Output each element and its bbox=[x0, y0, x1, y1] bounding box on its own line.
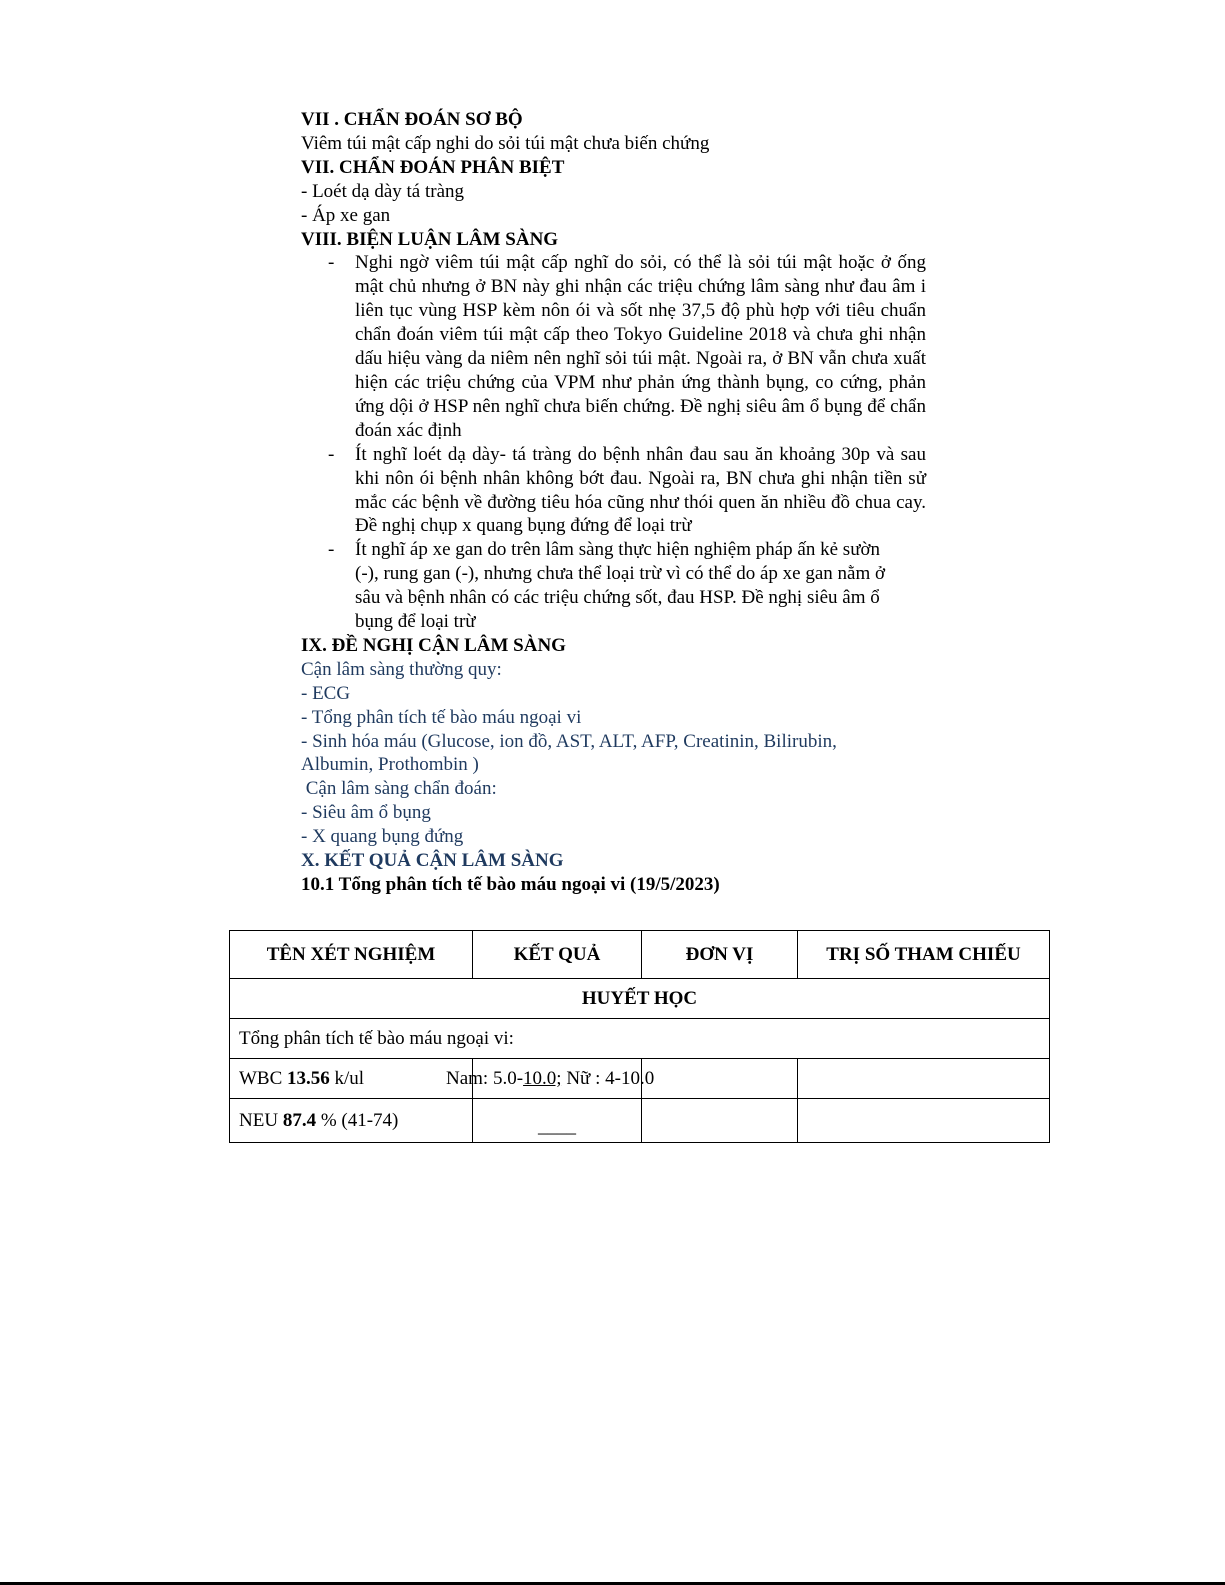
heading-preliminary-diagnosis: VII . CHẨN ĐOÁN SƠ BỘ bbox=[301, 109, 523, 130]
heading-clinical-reasoning: VIII. BIỆN LUẬN LÂM SÀNG bbox=[301, 228, 559, 250]
table-group-row bbox=[230, 979, 1050, 1019]
neu-value: 87.4 bbox=[282, 1109, 317, 1131]
reasoning-item: - Ít nghĩ áp xe gan do trên lâm sàng thực hiện nghiệm pháp ấn kẻ sườn (-), rung gan (-), nhưng chưa thể loại trừ vì có thể do áp xe gan nằm ở sâu và bệnh nhân có các triệu chứng sốt, đau HSP. Đề nghị siêu âm ổ bụng để loại trừ bbox=[328, 539, 886, 633]
routine-test-item: - Sinh hóa máu (Glucose, ion đồ, AST, ALT, AFP, Creatinin, Bilirubin, Albumin, Prothombin ) bbox=[301, 730, 837, 776]
wbc-cell: WBC 13.56 k/ul Nam: 5.0-10.0; Nữ : 4-10.0 bbox=[230, 1059, 473, 1099]
reasoning-item: - Nghi ngờ viêm túi mật cấp nghĩ do sỏi, có thể là sỏi túi mật hoặc ở ống mật chủ nhưng ở BN này ghi nhận các triệu chứng lâm sàng như đau âm i liên tục vùng HSP kèm nôn ói và sốt nhẹ 37,5 độ phù hợp với tiêu chuẩn chẩn đoán viêm túi mật cấp theo Tokyo Guideline 2018 và chưa ghi nhận dấu hiệu vàng da niêm nên nghĩ sỏi túi mật. Ngoài ra, ở BN vẫn chưa xuất hiện các triệu chứng của VPM như phản ứng thành bụng, co cứng, phản ứng dội ở HSP nên nghĩ chưa biến chứng. Đề nghị siêu âm ổ bụng để chẩn đoán xác định bbox=[328, 252, 926, 441]
table-subheading-row bbox=[230, 1019, 1050, 1059]
wbc-ref-cell bbox=[798, 1059, 1050, 1099]
lab-results-table bbox=[229, 930, 1050, 1143]
wbc-unit-cell bbox=[642, 1059, 798, 1099]
clinical-reasoning-list bbox=[301, 251, 926, 634]
table-header-row bbox=[230, 931, 1050, 979]
col-unit: ĐƠN VỊ bbox=[642, 931, 798, 979]
neu-ref-cell bbox=[798, 1099, 1050, 1143]
col-test-name: TÊN XÉT NGHIỆM bbox=[230, 931, 473, 979]
differential-item: - Loét dạ dày tá tràng bbox=[301, 180, 465, 202]
neu-result-cell: ____ bbox=[473, 1099, 642, 1143]
heading-lab-results: X. KẾT QUẢ CẬN LÂM SÀNG bbox=[301, 850, 564, 872]
preliminary-diagnosis-text: Viêm túi mật cấp nghi do sỏi túi mật chưa biến chứng bbox=[301, 132, 710, 154]
neu-cell: NEU 87.4 % (41-74) bbox=[230, 1099, 473, 1143]
heading-proposed-tests: IX. ĐỀ NGHỊ CẬN LÂM SÀNG bbox=[301, 634, 566, 656]
diagnostic-test-item: - X quang bụng đứng bbox=[301, 826, 464, 848]
table-row bbox=[230, 1099, 1050, 1143]
neu-unit-cell bbox=[642, 1099, 798, 1143]
col-result: KẾT QUẢ bbox=[473, 931, 642, 979]
routine-tests-label: Cận lâm sàng thường quy: bbox=[301, 658, 502, 680]
heading-differential-diagnosis: VII. CHẨN ĐOÁN PHÂN BIỆT bbox=[301, 156, 565, 178]
routine-test-item: - ECG bbox=[301, 682, 351, 704]
proposed-tests bbox=[301, 658, 926, 873]
group-label: HUYẾT HỌC bbox=[230, 979, 1050, 1019]
wbc-value: 13.56 bbox=[287, 1067, 330, 1089]
wbc-reference: Nam: 5.0-10.0; Nữ : 4-10.0 bbox=[446, 1068, 655, 1089]
col-reference: TRỊ SỐ THAM CHIẾU bbox=[798, 931, 1050, 979]
diagnostic-test-item: - Siêu âm ổ bụng bbox=[301, 802, 431, 824]
subheading-cell: Tổng phân tích tế bào máu ngoại vi: bbox=[230, 1019, 1050, 1059]
differential-item: - Áp xe gan bbox=[301, 204, 391, 226]
routine-test-item: - Tổng phân tích tế bào máu ngoại vi bbox=[301, 706, 582, 728]
table-row bbox=[230, 1059, 1050, 1099]
heading-cbc: 10.1 Tổng phân tích tế bào máu ngoại vi (19/5/2023) bbox=[301, 874, 720, 895]
reasoning-item: - Ít nghĩ loét dạ dày- tá tràng do bệnh nhân đau sau ăn khoảng 30p và sau khi nôn ói bệnh nhân không bớt đau. Ngoài ra, BN chưa ghi nhận tiền sử mắc các bệnh về đường tiêu hóa cũng như thói quen ăn nhiều đồ chua cay. Đề nghị chụp x quang bụng đứng để loại trừ bbox=[328, 443, 926, 537]
document-body bbox=[301, 108, 926, 897]
diagnostic-tests-label: Cận lâm sàng chẩn đoán: bbox=[301, 778, 497, 800]
